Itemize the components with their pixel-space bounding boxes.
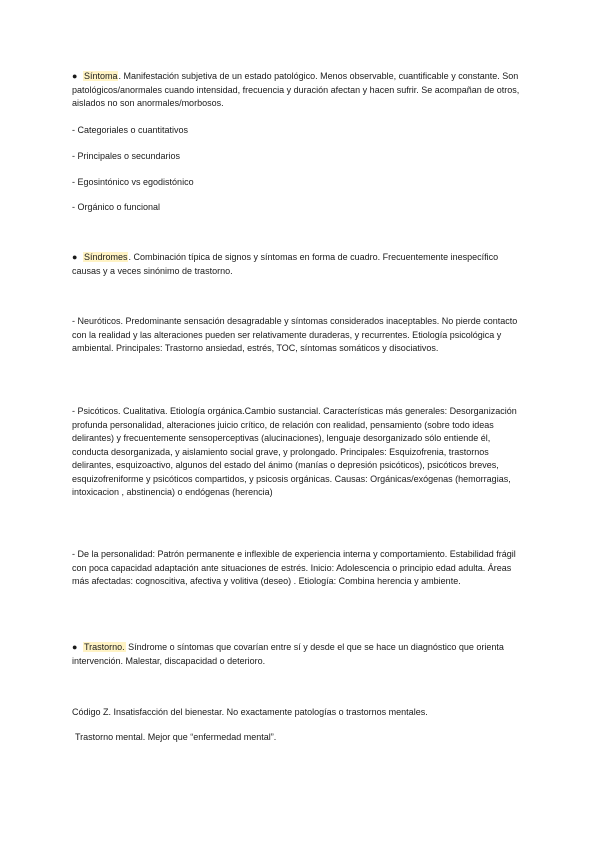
term-trastorno: Trastorno. bbox=[83, 642, 125, 652]
term-sintoma: Síntoma bbox=[83, 71, 118, 81]
sintoma-definition: . Manifestación subjetiva de un estado patológico. Menos observable, cuantificable y constante. Son patológicos/anormales cuando intensidad, frecuencia y duración afectan y hacen sufrir. Se acompañan de otros, aislados no son anormales/morbosos. bbox=[72, 71, 520, 108]
personalidad-paragraph: - De la personalidad: Patrón permanente e inflexible de experiencia interna y comportamiento. Estabilidad frágil con poca capacidad adaptación ante situaciones de estrés. Inicio: Adolescencia o principio edad adulta. Áreas más afectadas: cognoscitiva, afectiva y volitiva (deseo) . Etiología: Combina herencia y ambiente. bbox=[72, 549, 516, 586]
neuroticos-paragraph: - Neuróticos. Predominante sensación desagradable y síntomas considerados inaceptables. No pierde contacto con la realidad y las alteraciones pueden ser relativamente duraderas, y recurrentes. Etiología psicológica y ambiental. Principales: Trastorno ansiedad, estrés, TOC, síntomas somáticos y disociativos. bbox=[72, 316, 518, 353]
trastorno-definition: Síndrome o síntomas que covarían entre sí y desde el que se hace un diagnóstico que orienta intervención. Malestar, discapacidad o deterioro. bbox=[72, 642, 504, 666]
list-item: - Categoriales o cuantitativos bbox=[72, 125, 189, 135]
bullet-icon: ● bbox=[72, 252, 78, 262]
bullet-icon: ● bbox=[72, 642, 78, 652]
bullet-icon: ● bbox=[72, 71, 78, 81]
sintoma-paragraph bbox=[72, 70, 528, 111]
list-item: - Orgánico o funcional bbox=[72, 202, 161, 212]
trastorno-mental-paragraph: Trastorno mental. Mejor que “enfermedad mental”. bbox=[75, 732, 277, 742]
sindromes-paragraph bbox=[72, 251, 528, 278]
psicoticos-paragraph: - Psicóticos. Cualitativa. Etiología orgánica.Cambio sustancial. Características más generales: Desorganización profunda personalidad, alteraciones juicio crítico, de relación con realidad, pensamiento (sobre todo ideas delirantes) y frecuentemente sensoperceptivas (alucinaciones), lenguaje desorganizado sólo entiende él, conducta desorganizada, y aislamiento social grave, y prolongado. Principales: Esquizofrenia, trastornos delirantes, esquizoactivo, algunos del estado del ánimo (manías o depresión psicóticos), psicóticos breves, esquizofreniforme y psicóticos compartidos, y psicosis orgánicas. Causas: Orgánicas/exógenas (hemorragias, intoxicacion , abstinencia) o endógenas (herencia) bbox=[72, 406, 517, 497]
term-sindromes: Síndromes bbox=[83, 252, 128, 262]
sindromes-definition: . Combinación típica de signos y síntomas en forma de cuadro. Frecuentemente inespecífico causas y a veces sinónimo de trastorno. bbox=[72, 252, 499, 276]
list-item: - Egosintónico vs egodistónico bbox=[72, 177, 194, 187]
trastorno-paragraph bbox=[72, 641, 528, 668]
list-item: - Principales o secundarios bbox=[72, 151, 181, 161]
codigo-z-paragraph: Código Z. Insatisfacción del bienestar. No exactamente patologías o trastornos mentales. bbox=[72, 707, 428, 717]
